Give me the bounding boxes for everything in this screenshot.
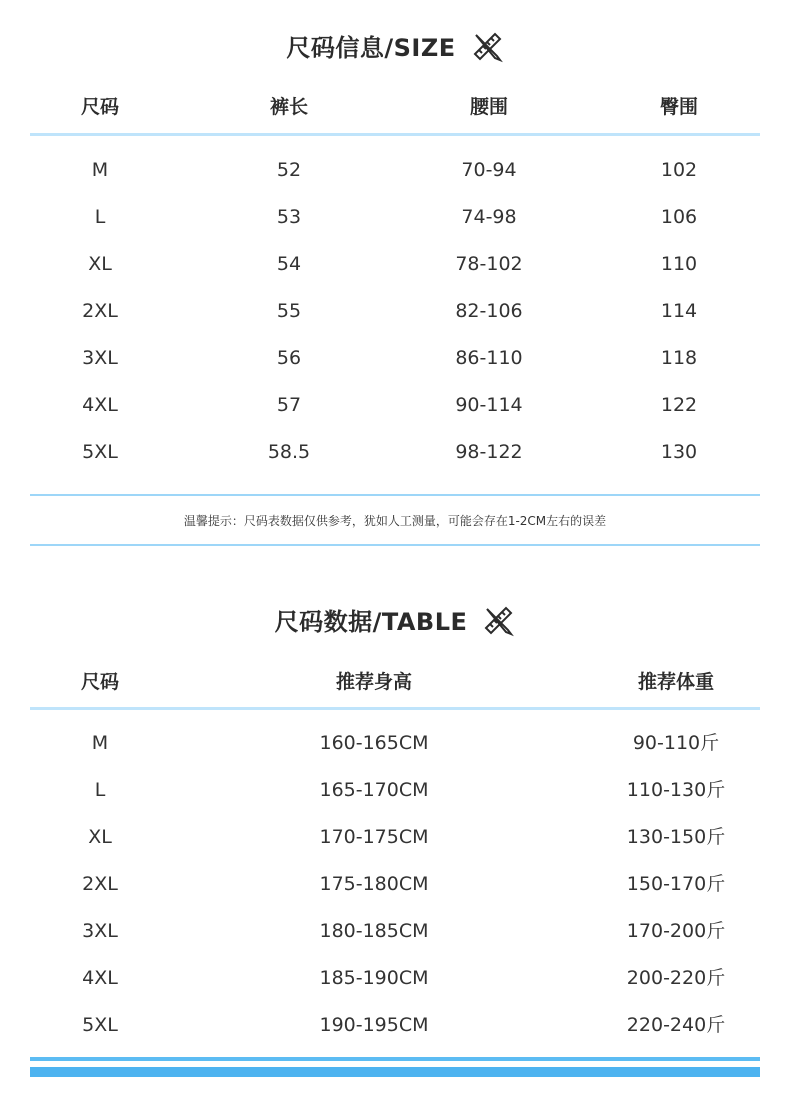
table-cell: 220-240斤 <box>626 1014 726 1036</box>
table-cell: 98-122 <box>455 441 523 463</box>
table-cell: 53 <box>276 206 302 228</box>
recommend-header-cell: 尺码 <box>80 671 120 693</box>
tip-top-divider <box>30 494 760 496</box>
table-cell: 2XL <box>82 873 118 895</box>
size-header-cell: 尺码 <box>80 96 120 118</box>
size-header-cell: 裤长 <box>269 96 309 118</box>
table-section-title-wrap <box>0 602 790 637</box>
table-cell: 52 <box>276 159 302 181</box>
table-cell: 55 <box>276 300 302 322</box>
table-cell: 4XL <box>82 967 118 989</box>
table-cell: 175-180CM <box>319 873 429 895</box>
table-row <box>0 194 790 241</box>
size-table-body <box>0 147 790 476</box>
table-cell: XL <box>88 253 112 275</box>
table-cell: 90-110斤 <box>632 732 720 754</box>
ruler-pencil-icon <box>481 603 515 637</box>
table-cell: 74-98 <box>461 206 517 228</box>
table-cell: 78-102 <box>455 253 523 275</box>
table-cell: 70-94 <box>461 159 517 181</box>
table-cell: 130 <box>660 441 698 463</box>
recommend-table-header <box>0 667 790 697</box>
table-cell: 54 <box>276 253 302 275</box>
table-cell: 114 <box>660 300 698 322</box>
table-cell: 102 <box>660 159 698 181</box>
table-cell: 90-114 <box>455 394 523 416</box>
recommend-header-cell: 推荐身高 <box>335 671 413 693</box>
table-cell: 2XL <box>82 300 118 322</box>
size-section-title-wrap <box>0 28 790 63</box>
table-row <box>0 861 790 908</box>
recommend-table-body <box>0 720 790 1049</box>
recommend-header-divider <box>30 707 760 710</box>
table-cell: XL <box>88 826 112 848</box>
table-cell: 82-106 <box>455 300 523 322</box>
table-row <box>0 429 790 476</box>
table-cell: 3XL <box>82 347 118 369</box>
table-cell: 57 <box>276 394 302 416</box>
table-cell: 56 <box>276 347 302 369</box>
tip-bottom-divider <box>30 544 760 546</box>
table-cell: 130-150斤 <box>626 826 726 848</box>
table-cell: L <box>94 206 106 228</box>
table-cell: M <box>91 159 109 181</box>
table-cell: 150-170斤 <box>626 873 726 895</box>
table-cell: 110-130斤 <box>626 779 726 801</box>
table-cell: 86-110 <box>455 347 523 369</box>
table-cell: 58.5 <box>267 441 311 463</box>
table-section-title: 尺码数据/TABLE <box>274 608 468 636</box>
table-cell: 165-170CM <box>319 779 429 801</box>
table-cell: 5XL <box>82 1014 118 1036</box>
table-cell: 180-185CM <box>319 920 429 942</box>
recommend-header-cell: 推荐体重 <box>637 671 715 693</box>
size-table-header <box>0 92 790 122</box>
size-header-cell: 臀围 <box>659 96 699 118</box>
table-row <box>0 767 790 814</box>
table-row <box>0 288 790 335</box>
table-cell: 4XL <box>82 394 118 416</box>
table-cell: 170-200斤 <box>626 920 726 942</box>
table-cell: 122 <box>660 394 698 416</box>
table-cell: 5XL <box>82 441 118 463</box>
table-cell: 185-190CM <box>319 967 429 989</box>
size-section-title: 尺码信息/SIZE <box>286 34 456 62</box>
table-row <box>0 335 790 382</box>
table-cell: 170-175CM <box>319 826 429 848</box>
table-cell: M <box>91 732 109 754</box>
table-row <box>0 955 790 1002</box>
size-header-divider <box>30 133 760 136</box>
table-row <box>0 147 790 194</box>
table-row <box>0 241 790 288</box>
bottom-accent-line <box>30 1057 760 1061</box>
table-row <box>0 814 790 861</box>
table-row <box>0 382 790 429</box>
table-row <box>0 908 790 955</box>
table-cell: 190-195CM <box>319 1014 429 1036</box>
table-row <box>0 720 790 767</box>
table-cell: 106 <box>660 206 698 228</box>
table-cell: 200-220斤 <box>626 967 726 989</box>
bottom-accent-bar <box>30 1067 760 1077</box>
table-cell: 110 <box>660 253 698 275</box>
table-cell: 160-165CM <box>319 732 429 754</box>
ruler-pencil-icon <box>470 29 504 63</box>
table-cell: 118 <box>660 347 698 369</box>
table-row <box>0 1002 790 1049</box>
size-disclaimer-text: 温馨提示：尺码表数据仅供参考，犹如人工测量，可能会存在1-2CM左右的误差 <box>183 514 607 528</box>
table-cell: 3XL <box>82 920 118 942</box>
size-header-cell: 腰围 <box>469 96 509 118</box>
table-cell: L <box>94 779 106 801</box>
